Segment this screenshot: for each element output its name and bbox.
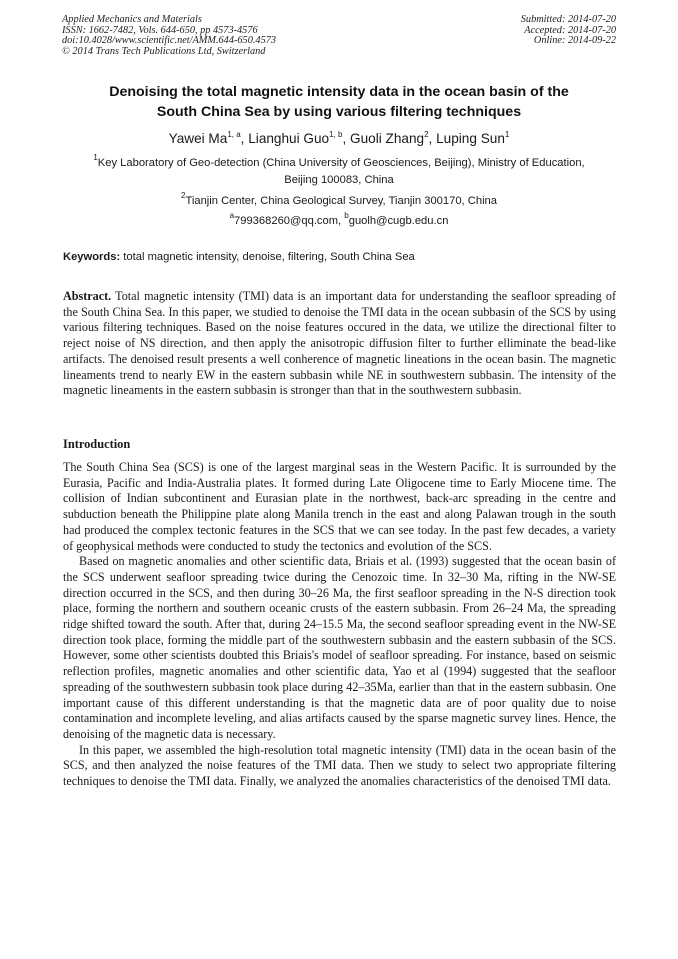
author-affiliation-mark: 1 xyxy=(504,130,510,139)
journal-header-left xyxy=(62,15,276,57)
submitted-date: Submitted: 2014-07-20 xyxy=(520,14,616,25)
affiliation-2 xyxy=(60,193,618,210)
issn-line: ISSN: 1662-7482, Vols. 644-650, pp 4573-4576 xyxy=(62,24,258,36)
author-name: Yawei Ma xyxy=(168,131,228,146)
introduction-body xyxy=(63,460,616,790)
keywords-text: total magnetic intensity, denoise, filtering, South China Sea xyxy=(120,251,415,263)
affiliation-1-text: Key Laboratory of Geo-detection (China University of Geosciences, Beijing), Ministry of Education, xyxy=(97,157,585,169)
email-b-mark: b xyxy=(344,211,349,220)
abstract-text: Total magnetic intensity (TMI) data is an important data for understanding the seafloor spreading of the South China Sea. In this paper, we studied to denoise the TMI data in the ocean subbasin of the SCS by using various filtering techniques. Based on the noise features occured in the data, we utilize the directional filter to reject noise of NS direction, and then apply the anisotropic diffusion filter to further elliminate the bead-like artifacts. The denoised result presents a well conherence of magnetic lineations in the ocean basin. The magnetic lineaments trend to nearly EW in the eastern subbasin while NE in southwestern subbasin. The intensity of the magnetic lineaments in the eastern subbasin is stronger than that in the southwestern subbasin. xyxy=(63,289,616,398)
journal-name: Applied Mechanics and Materials xyxy=(62,14,202,25)
author-affiliation-mark: 2 xyxy=(424,130,429,139)
journal-header-right xyxy=(521,15,616,47)
affiliation-1-line-2: Beijing 100083, China xyxy=(284,173,394,186)
author-emails xyxy=(60,213,618,230)
online-date: Online: 2014-09-22 xyxy=(533,35,616,47)
abstract-paragraph xyxy=(63,289,616,399)
author-separator: , xyxy=(342,131,351,146)
affiliation-1-line-1 xyxy=(60,155,618,172)
intro-paragraph-3: In this paper, we assembled the high-resolution total magnetic intensity (TMI) data in the ocean basin of the SCS, and then analyzed the noise features of the TMI data. Then we study to select two appropriate filtering techniques to denoise the TMI data. Finally, we analyzed the anomalies characteristics of the denoised TMI data. xyxy=(63,742,616,789)
email-b: guolh@cugb.edu.cn xyxy=(348,215,449,227)
keywords xyxy=(63,249,617,265)
author-affiliation-mark: 1, a xyxy=(227,130,241,139)
author-name: Luping Sun xyxy=(436,131,505,146)
accepted-date: Accepted: 2014-07-20 xyxy=(524,24,616,36)
email-a: 799368260@qq.com, xyxy=(234,215,345,227)
email-a-mark: a xyxy=(229,211,235,220)
author-separator: , xyxy=(240,131,249,146)
abstract-label: Abstract. xyxy=(63,289,112,303)
author-name: Guoli Zhang xyxy=(350,131,425,146)
keywords-label: Keywords: xyxy=(63,251,121,263)
title-line-2: South China Sea by using various filtering techniques xyxy=(156,104,522,120)
author-name: Lianghui Guo xyxy=(248,131,330,146)
doi-line: doi:10.4028/www.scientific.net/AMM.644-650.4573 xyxy=(62,35,277,47)
intro-paragraph-1: The South China Sea (SCS) is one of the largest marginal seas in the Western Pacific. It is surrounded by the Eurasia, Pacific and India-Australia plates. It formed during Late Oligocene time to Early Miocene time. The collision of Indian subcontinent and Eurasian plate in the northwest, back-arc spreading in the centre and subduction beneath the Philippine plate along Manila trench in the east and along Palawan trough in the south had produced the complex tectonic features in the SCS that we can see today. In the past few decades, a variety of geophysical methods were conducted to study the tectonics and evolution of the SCS. xyxy=(63,460,616,553)
author-affiliation-mark: 1, b xyxy=(329,130,343,139)
abstract xyxy=(63,289,616,399)
intro-paragraph-2: Based on magnetic anomalies and other scientific data, Briais et al. (1993) suggested that the ocean basin of the SCS underwent seafloor spreading twice during the Cenozoic time. In 32–30 Ma, rifting in the NW-SE direction occurred in the SCS, and then during 30–26 Ma, the first seafloor spreading in the N-S direction took place, forming the northern and southern oceanic crusts of the eastern subbasin. From 26–24 Ma, the spreading ridge shifted toward the south. After that, during 24–15.5 Ma, the second seafloor spreading event in the NW-SE direction took place, forming the middle part of the southwestern subbasin and the eastern subbasin of the SCS. However, some other scientists doubted this Briais's model of seafloor spreading. For instance, based on seismic reflection profiles, magnetic anomalies and other scientific data, Yao et al (1994) suggested that the seafloor spreading of the southwestern subbasin took place during 42–35Ma, earlier than that in the eastern subbasin. One important cause of this different understanding is that the magnetic data are of poor quality due to noise contamination and incomplete leveling, and alias artifacts caused by the sparse magnetic survey lines. Hence, the denoising of the magnetic data is necessary. xyxy=(63,554,616,741)
introduction-heading: Introduction xyxy=(63,437,131,451)
author-separator: , xyxy=(428,131,437,146)
affiliation-2-mark: 2 xyxy=(180,191,186,200)
affiliation-1 xyxy=(60,155,618,188)
copyright-line: © 2014 Trans Tech Publications Ltd, Switzerland xyxy=(62,45,266,57)
author-list xyxy=(60,130,618,148)
affiliation-1-mark: 1 xyxy=(93,153,98,162)
title-line-1: Denoising the total magnetic intensity data in the ocean basin of the xyxy=(109,84,569,100)
affiliation-2-text: Tianjin Center, China Geological Survey, Tianjin 300170, China xyxy=(185,195,498,207)
paper-title xyxy=(60,82,618,122)
